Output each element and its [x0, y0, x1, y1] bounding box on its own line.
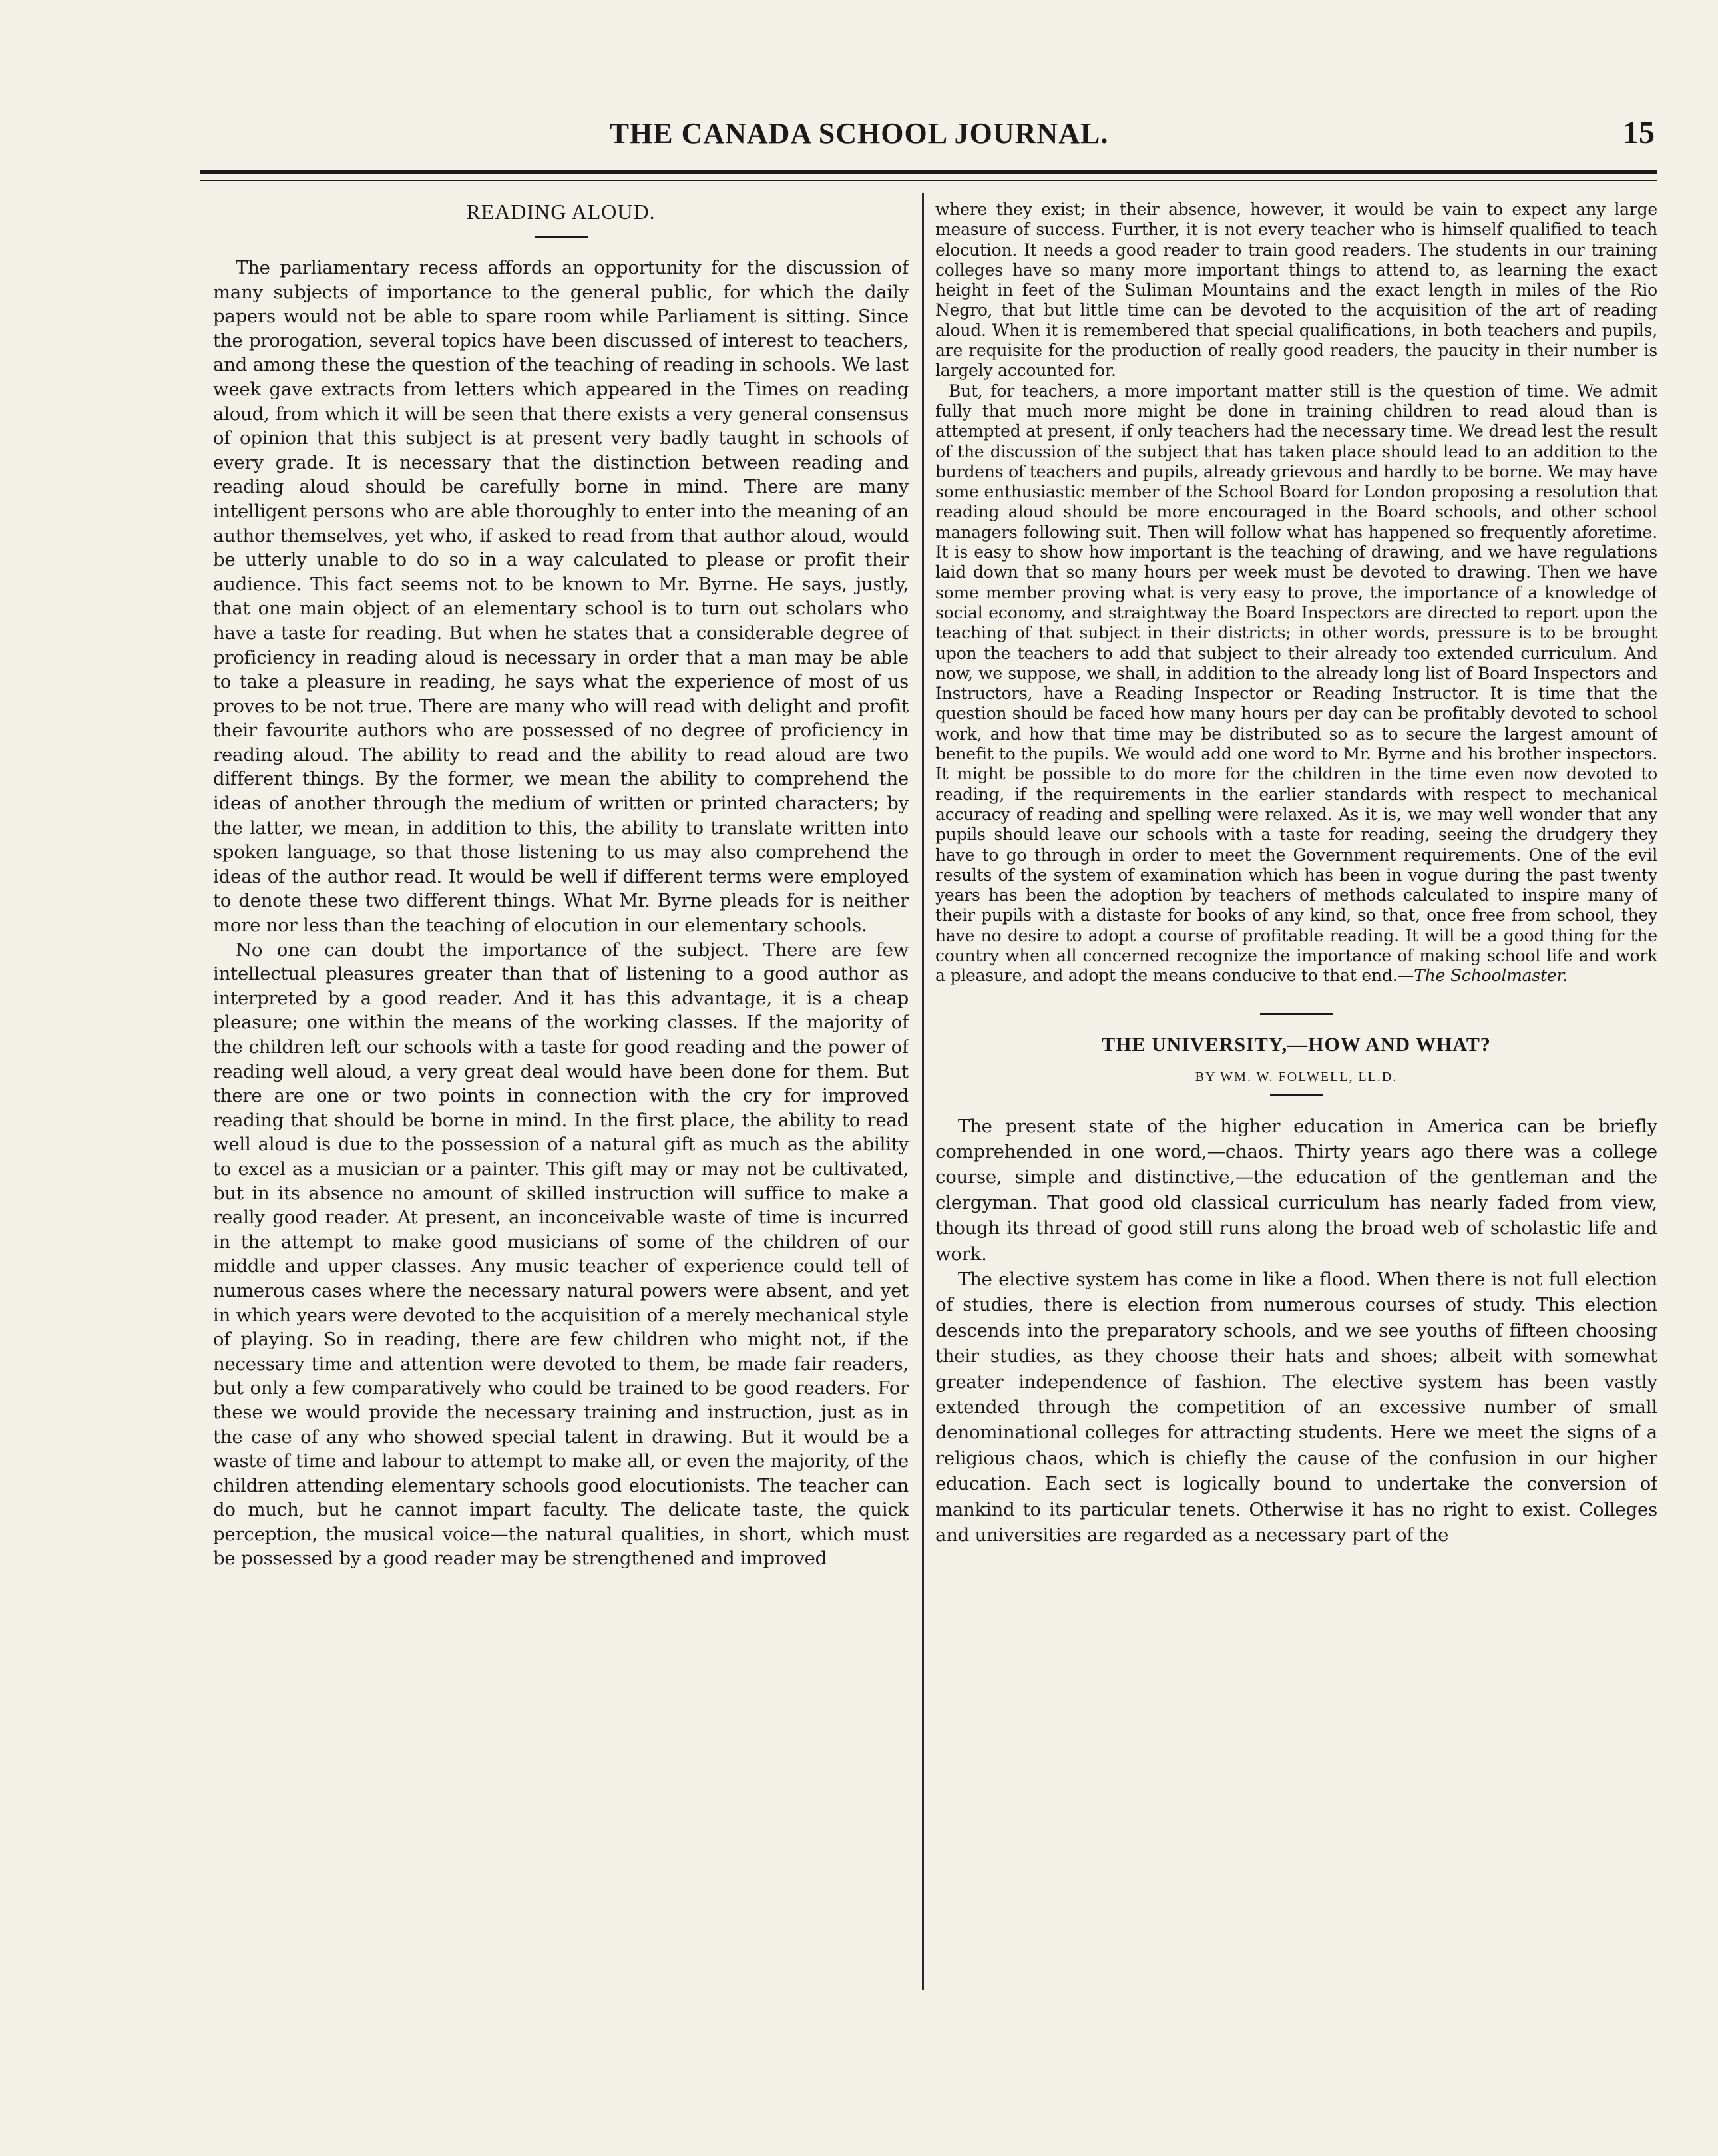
column-divider [922, 193, 924, 1990]
reading-aloud-continued-paragraph-2 [935, 381, 1657, 986]
reading-aloud-title: READING ALOUD. [466, 200, 656, 224]
header-rule-thick [200, 170, 1657, 174]
section-separator-rule [1260, 1013, 1333, 1015]
header-rule-thin [200, 180, 1657, 181]
university-paragraph-2: The elective system has come in like a flood. When there is not full election of studies, there is election from numerous courses of study. This election descends into the preparatory schools, and we see youths of fifteen choosing their studies, as they choose their hats and shoes; albeit with somewhat greater independence of fashion. The elective system has been vastly extended through the competition of an excessive number of small denominational colleges for attracting students. Here we meet the signs of a religious chaos, which is chiefly the cause of the confusion in our higher education. Each sect is logically bound to undertake the conversion of mankind to its particular tenets. Otherwise it has no right to exist. Colleges and universities are regarded as a necessary part of the [935, 1269, 1657, 1546]
byline-rule [1270, 1094, 1323, 1096]
left-column [213, 200, 909, 1997]
title-rule [535, 236, 588, 238]
university-paragraph-1: The present state of the higher education in America can be briefly comprehended in one word,—chaos. Thirty years ago there was a college course, simple and distinctive,—the education of the gentleman and the clergyman. That good old classical curriculum has nearly faded from view, though its thread of good still runs along the broad web of scholastic life and work. [935, 1115, 1657, 1265]
reading-aloud-paragraph-2: No one can doubt the importance of the subject. There are few intellectual pleasures greater than that of listening to a good author as interpreted by a good reader. And it has this advantage, it is a cheap pleasure; one within the means of the working classes. If the majority of the children left our schools with a taste for good reading and the power of reading well aloud, a very great deal would have been done for them. But there are one or two points in connection with the cry for improved reading that should be borne in mind. In the first place, the ability to read well aloud is due to the possession of a natural gift as much as the ability to excel as a musician or a painter. This gift may or may not be cultivated, but in its absence no amount of skilled instruction will suffice to make a really good reader. At present, an inconceivable waste of time is incurred in the attempt to make good musicians of some of the children of our middle and upper classes. Any music teacher of experience could tell of numerous cases where the necessary natural powers were absent, and yet in which years were devoted to the acquisition of a merely mechanical style of playing. So in reading, there are few children who might not, if the necessary time and attention were devoted to them, be made fair readers, but only a few comparatively who could be trained to be good readers. For these we would provide the necessary training and instruction, just as in the case of any who showed special talent in drawing. But it would be a waste of time and labour to attempt to make all, or even the majority, of the children attending elementary schools good elocutionists. The teacher can do much, but he cannot impart faculty. The delicate taste, the quick perception, the musical voice—the natural qualities, in short, which must be possessed by a good reader may be strengthened and improved [213, 939, 909, 1570]
article-attribution: The Schoolmaster. [1414, 966, 1568, 986]
university-article-title: THE UNIVERSITY,—HOW AND WHAT? [1102, 1033, 1491, 1056]
reading-aloud-paragraph-1: The parliamentary recess affords an opportunity for the discussion of many subjects of importance to the general public, for which the daily papers would not be able to spare room while Parliament is sitting. Since the prorogation, several topics have been discussed of interest to teachers, and among these the question of the teaching of reading in schools. We last week gave extracts from letters which appeared in the Times on reading aloud, from which it will be seen that there exists a very general consensus of opinion that this subject is at present very badly taught in schools of every grade. It is necessary that the distinction between reading and reading aloud should be carefully borne in mind. There are many intelligent persons who are able thoroughly to enter into the meaning of an author themselves, yet who, if asked to read from that author aloud, would be utterly unable to do so in a way calculated to please or profit their audience. This fact seems not to be known to Mr. Byrne. He says, justly, that one main object of an elementary school is to turn out scholars who have a taste for reading. But when he states that a considerable degree of proficiency in reading aloud is necessary in order that a man may be able to take a pleasure in reading, he says what the experience of most of us proves to be not true. There are many who will read with delight and profit their favourite authors who are possessed of no degree of proficiency in reading aloud. The ability to read and the ability to read aloud are two different things. By the former, we mean the ability to comprehend the ideas of another through the medium of written or printed characters; by the latter, we mean, in addition to this, the ability to translate written into spoken language, so that those listening to us may also comprehend the ideas of the author read. It would be well if different terms were employed to denote these two different things. What Mr. Byrne pleads for is neither more nor less than the teaching of elocution in our elementary schools. [213, 257, 909, 937]
reading-aloud-continued-text: But, for teachers, a more important matter still is the question of time. We admit fully that much more might be done in training children to read aloud than is attempted at present, if only teachers had the necessary time. We dread lest the result of the discussion of the subject that has taken place should lead to an addition to the burdens of teachers and pupils, already grievous and hardly to be borne. We may have some enthusiastic member of the School Board for London proposing a resolution that reading aloud should be more encouraged in the Board schools, and other school managers following suit. Then will follow what has happened so frequently aforetime. It is easy to show how important is the teaching of drawing, and we have regulations laid down that so many hours per week must be devoted to drawing. Then we have some member proving what is very easy to prove, the importance of a knowledge of social economy, and straightway the Board Inspectors are directed to report upon the teaching of that subject in their districts; in other words, pressure is to be brought upon the teachers to add that subject to their already too extended curriculum. And now, we suppose, we shall, in addition to the already long list of Board Inspectors and Instructors, have a Reading Inspector or Reading Instructor. It is time that the question should be faced how many hours per day can be profitably devoted to school work, and how that time may be distributed so as to secure the largest amount of benefit to the pupils. We would add one word to Mr. Byrne and his brother inspectors. It might be possible to do more for the children in the time even now devoted to reading, if the requirements in the earlier standards with respect to mechanical accuracy of reading and spelling were relaxed. As it is, we may well wonder that any pupils should leave our schools with a taste for reading, seeing the drudgery they have to go through in order to meet the Government requirements. One of the evil results of the system of examination which has been in vogue during the past twenty years has been the adoption by teachers of methods calculated to inspire many of their pupils with a distaste for books of any kind, so that, once free from school, they have no desire to adopt a course of profitable reading. It will be a good thing for the country when all concerned recognize the importance of making school life and work a pleasure, and adopt the means conducive to that end.— [935, 381, 1657, 986]
right-column [935, 200, 1657, 1997]
journal-title: THE CANADA SCHOOL JOURNAL. [609, 117, 1109, 150]
author-byline: BY WM. W. FOLWELL, LL.D. [1195, 1069, 1398, 1084]
reading-aloud-continued-paragraph-1: where they exist; in their absence, however, it would be vain to expect any large measure of success. Further, it is not every teacher who is himself qualified to teach elocution. It needs a good reader to train good readers. The students in our training colleges have so many more important things to attend to, as learning the exact height in feet of the Suliman Mountains and the exact length in miles of the Rio Negro, that but little time can be devoted to the acquisition of the art of reading aloud. When it is remembered that special qualifications, in both teachers and pupils, are requisite for the production of really good readers, the paucity in their number is largely accounted for. [935, 200, 1657, 381]
page-number: 15 [1623, 115, 1655, 150]
